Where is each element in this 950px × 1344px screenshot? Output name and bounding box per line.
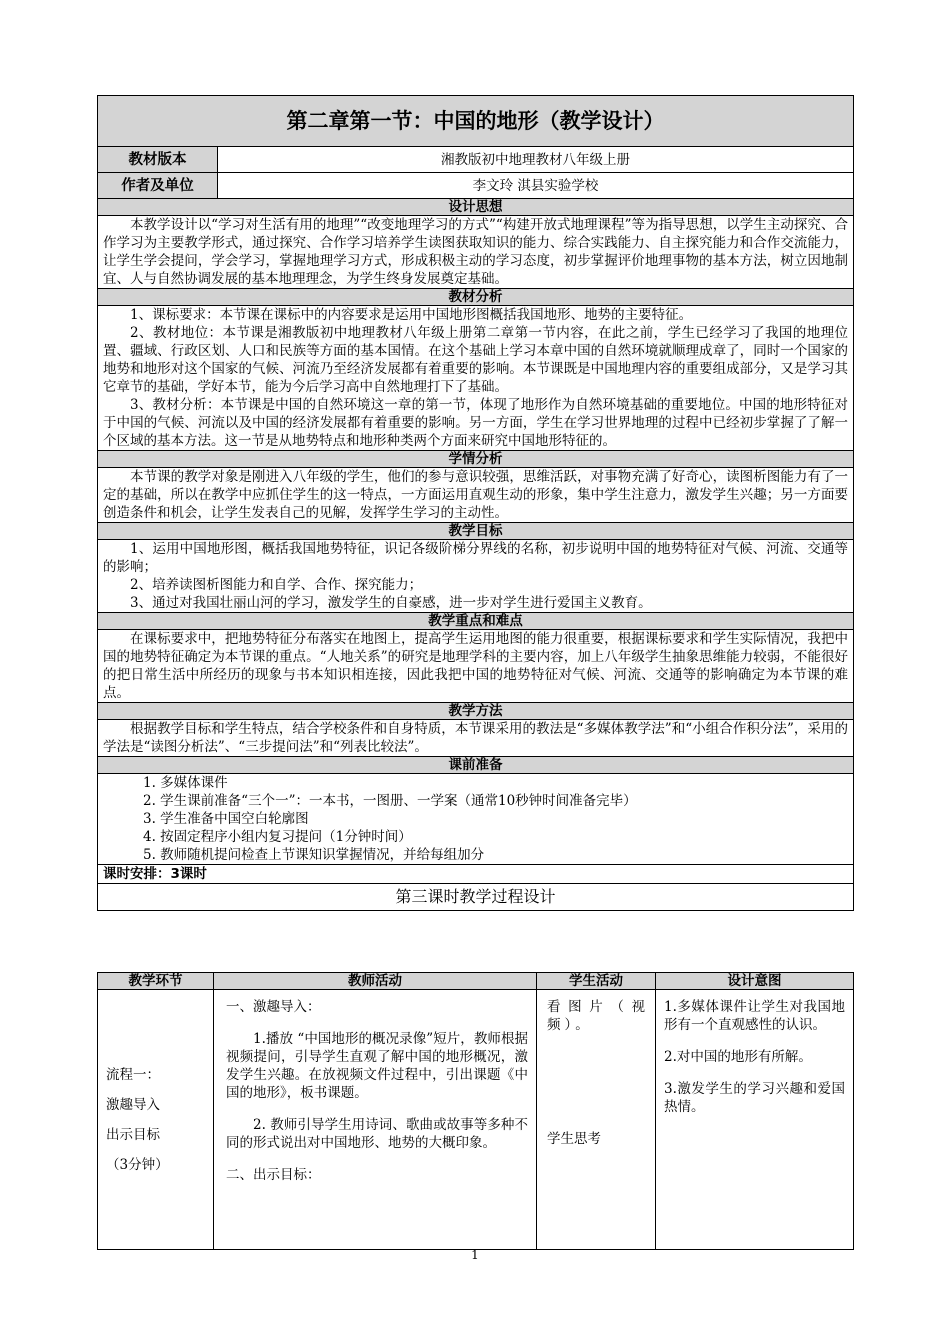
section-body-analysis (98, 306, 854, 451)
prep-item: 5. 教师随机提问检查上节课知识掌握情况，并给每组加分 (143, 847, 485, 863)
prep-list (103, 774, 848, 864)
section-heading-prep: 课前准备 (98, 757, 854, 774)
edition-label: 教材版本 (98, 147, 218, 173)
page-number: 1 (471, 1248, 479, 1262)
student-activity-1: 看图片（视频）。 (547, 999, 649, 1033)
analysis-paragraph-1: 1、课标要求：本节课在课标中的内容要求是运用中国地形图概括我国地形、地势的主要特征。 (130, 307, 693, 323)
column-header-stage: 教学环节 (98, 973, 214, 990)
teacher-step-1: 一、激趣导入： (226, 999, 321, 1015)
section-body-keypoints (98, 630, 854, 703)
goal-1: 1、运用中国地形图，概括我国地势特征，识记各级阶梯分界线的名称，初步说明中国的地势特征对气候、河流、交通等的影响； (103, 541, 848, 575)
analysis-paragraph-2: 2、教材地位：本节课是湘教版初中地理教材八年级上册第二章第一节内容，在此之前，学生已经学习了我国的地理位置、疆域、行政区划、人口和民族等方面的基本国情。在这个基础上学习本章中国的自然环境就顺理成章了，同时一个国家的地势和地形对这个国家的气候、河流乃至经济发展都有着重要的影响。本节课既是中国地理内容的重要组成部分，又是学习其它章节的基础，学好本节，能为今后学习高中自然地理打下了基础。 (103, 325, 848, 395)
section-heading-keypoints: 教学重点和难点 (98, 613, 854, 630)
prep-item: 3. 学生准备中国空白轮廓图 (143, 811, 309, 827)
stage-cell (98, 990, 214, 1250)
stage-line: （3分钟） (106, 1156, 169, 1173)
teacher-activity-cell (214, 990, 537, 1250)
intent-1: 1.多媒体课件让学生对我国地形有一个直观感性的认识。 (664, 999, 845, 1033)
author-value: 李文玲 淇县实验学校 (218, 173, 854, 199)
section-heading-methods: 教学方法 (98, 703, 854, 720)
section-heading-analysis: 教材分析 (98, 289, 854, 306)
lesson-schedule: 课时安排：3课时 (98, 865, 854, 884)
column-header-student: 学生活动 (537, 973, 656, 990)
keypoints-text: 在课标要求中，把地势特征分布落实在地图上，提高学生运用地图的能力很重要，根据课标要求和学生实际情况，我把中国的地势特征确定为本节课的重点。“人地关系”的研究是地理学科的主要内容，加上八年级学生抽象思维能力较弱，不能很好的把日常生活中所经历的现象与书本知识相连接，因此我把中国的地势特征对气候、河流、交通等的影响确定为本节课的难点。 (103, 631, 848, 701)
goal-2: 2、培养读图析图能力和自学、合作、探究能力； (130, 577, 423, 593)
student-activity-2: 学生思考 (547, 1131, 601, 1147)
intent-3: 3.激发学生的学习兴趣和爱国热情。 (664, 1081, 845, 1115)
intent-2: 2.对中国的地形有所解。 (664, 1049, 812, 1065)
author-label: 作者及单位 (98, 173, 218, 199)
prep-item: 2. 学生课前准备“三个一”：一本书，一图册、一学案（通常10秒钟时间准备完毕） (143, 793, 637, 809)
column-header-teacher: 教师活动 (214, 973, 537, 990)
teacher-step-2: 1.播放 “中国地形的概况录像”短片，教师根据视频提问，引导学生直观了解中国的地形概况，激发学生兴趣。在放视频文件过程中，引出课题《中国的地形》，板书课题。 (226, 1031, 528, 1101)
goal-3: 3、通过对我国壮丽山河的学习，激发学生的自豪感，进一步对学生进行爱国主义教育。 (130, 595, 652, 611)
section-heading-students: 学情分析 (98, 451, 854, 468)
document-title: 第二章第一节：中国的地形（教学设计） (98, 96, 854, 147)
edition-value: 湘教版初中地理教材八年级上册 (218, 147, 854, 173)
analysis-paragraph-3: 3、教材分析：本节课是中国的自然环境这一章的第一节，体现了地形作为自然环境基础的重要地位。中国的地形特征对于中国的气候、河流以及中国的经济发展都有着重要的影响。另一方面，学生在学习世界地理的过程中已经初步掌握了了解一个区域的基本方法。这一节是从地势特点和地形种类两个方面来研究中国地形特征的。 (103, 397, 848, 449)
methods-text: 根据教学目标和学生特点，结合学校条件和自身特质，本节课采用的教法是“多媒体教学法”和“小组合作积分法”，采用的学法是“读图分析法”、“三步提问法”和“列表比较法”。 (103, 721, 848, 755)
section-heading-design: 设计思想 (98, 199, 854, 216)
section-body-prep (98, 774, 854, 865)
process-title: 第三课时教学过程设计 (98, 884, 854, 911)
section-body-students (98, 468, 854, 523)
prep-item: 1. 多媒体课件 (143, 775, 228, 791)
process-table (97, 972, 854, 1250)
design-text: 本教学设计以“学习对生活有用的地理”“改变地理学习的方式”“构建开放式地理课程”等为指导思想，以学生主动探究、合作学习为主要教学形式，通过探究、合作学习培养学生读图获取知识的能力、综合实践能力、自主探究能力和合作交流能力，让学生学会提问，学会学习，掌握地理学习方式，形成积极主动的学习态度，初步掌握评价地理事物的基本方法，树立因地制宜、人与自然协调发展的基本地理理念，为学生终身发展奠定基础。 (103, 217, 848, 287)
stage-line: 出示目标 (106, 1126, 160, 1143)
design-intent-cell (656, 990, 854, 1250)
section-body-goals (98, 540, 854, 613)
section-body-design (98, 216, 854, 289)
column-header-intent: 设计意图 (656, 973, 854, 990)
student-activity-cell (537, 990, 656, 1250)
lesson-plan-table (97, 95, 854, 911)
stage-line: 流程一： (106, 1066, 160, 1083)
students-text: 本节课的教学对象是刚进入八年级的学生，他们的参与意识较强，思维活跃，对事物充满了好奇心，读图析图能力有了一定的基础，所以在教学中应抓住学生的这一特点，一方面运用直观生动的形象，集中学生注意力，激发学生兴趣；另一方面要创造条件和机会，让学生发表自己的见解，发挥学生学习的主动性。 (103, 469, 848, 521)
section-body-methods (98, 720, 854, 757)
stage-line: 激趣导入 (106, 1096, 160, 1113)
section-heading-goals: 教学目标 (98, 523, 854, 540)
prep-item: 4. 按固定程序小组内复习提问（1分钟时间） (143, 829, 412, 845)
teacher-step-3: 2. 教师引导学生用诗词、歌曲或故事等多种不同的形式说出对中国地形、地势的大概印象。 (226, 1117, 528, 1151)
teacher-step-4: 二、出示目标： (226, 1167, 321, 1183)
